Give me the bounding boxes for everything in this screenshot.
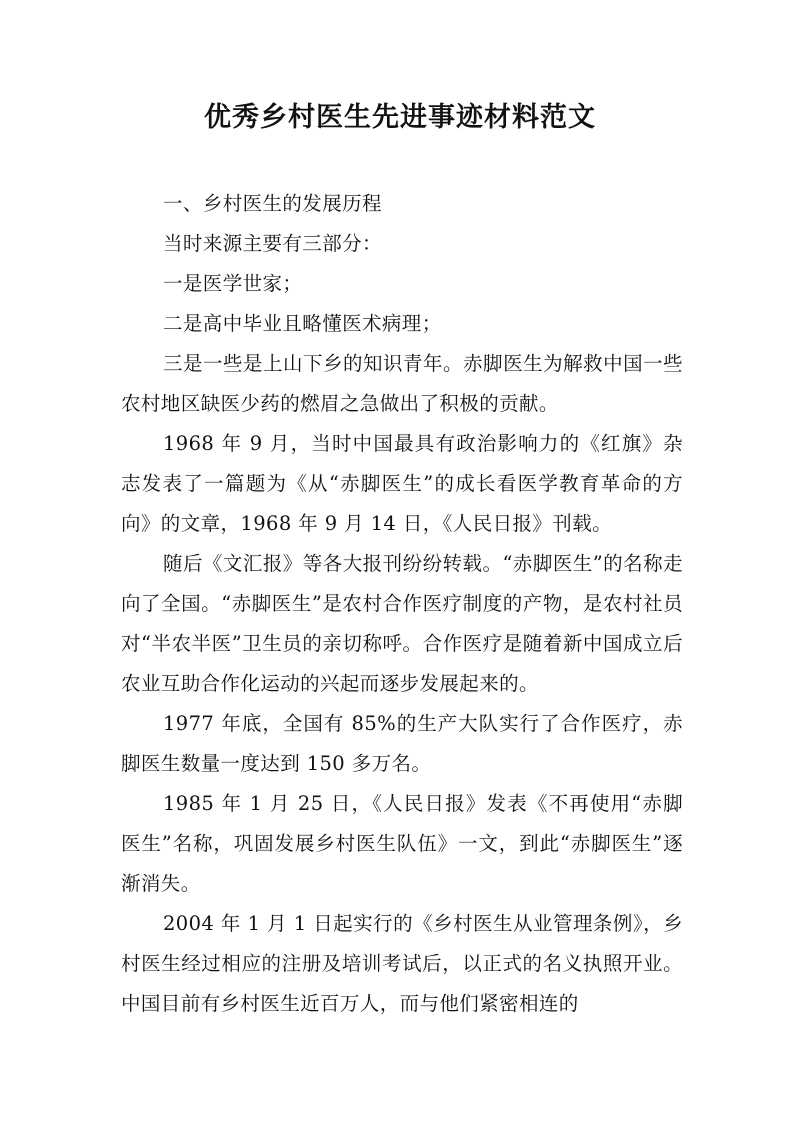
paragraph: 1977 年底，全国有 85%的生产大队实行了合作医疗，赤脚医生数量一度达到 150 多万名。	[121, 712, 683, 775]
paragraph: 三是一些是上山下乡的知识青年。赤脚医生为解救中国一些农村地区缺医少药的燃眉之急做出了积极的贡献。	[121, 352, 683, 415]
paragraph: 二是高中毕业且略懂医术病理；	[163, 312, 442, 335]
document-body	[121, 184, 683, 1024]
paragraph: 1968 年 9 月，当时中国最具有政治影响力的《红旗》杂志发表了一篇题为《从“赤脚医生”的成长看医学教育革命的方向》的文章，1968 年 9 月 14 日，《人民日报》刊载。	[121, 432, 683, 535]
section-heading: 一、乡村医生的发展历程	[163, 192, 382, 215]
paragraph: 1985 年 1 月 25 日，《人民日报》发表《不再使用“赤脚医生”名称，巩固发展乡村医生队伍》一文，到此“赤脚医生”逐渐消失。	[121, 792, 683, 895]
paragraph: 一是医学世家；	[163, 272, 303, 295]
document-title: 优秀乡村医生先进事迹材料范文	[204, 102, 596, 133]
paragraph: 当时来源主要有三部分：	[163, 232, 382, 255]
paragraph: 2004 年 1 月 1 日起实行的《乡村医生从业管理条例》，乡村医生经过相应的注册及培训考试后，以正式的名义执照开业。中国目前有乡村医生近百万人，而与他们紧密相连的	[121, 912, 683, 1015]
paragraph: 随后《文汇报》等各大报刊纷纷转载。“赤脚医生”的名称走向了全国。“赤脚医生”是农村合作医疗制度的产物，是农村社员对“半农半医”卫生员的亲切称呼。合作医疗是随着新中国成立后农业互助合作化运动的兴起而逐步发展起来的。	[121, 552, 683, 695]
